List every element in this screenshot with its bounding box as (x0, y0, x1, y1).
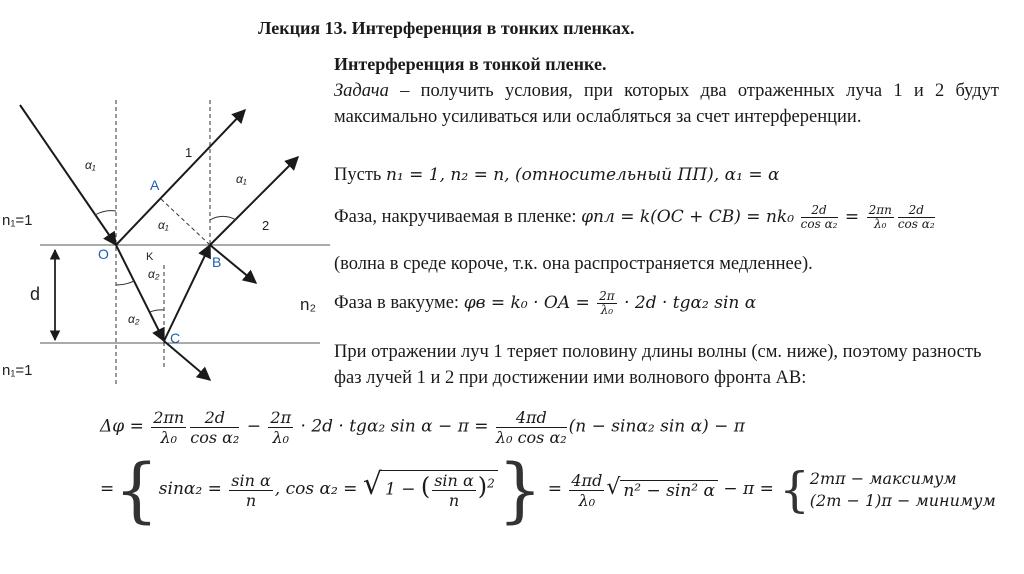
refracted-ray (116, 245, 164, 341)
minimum-case: (2m − 1)π − минимум (809, 491, 996, 510)
phase-film-line: Фаза, накручиваемая в пленке: φпл = k(OC + CB) = nk₀ $\frac{2d}{\text{cos α₂}}$ = $\frac{2\pi n}{\text{λ₀}}$ $\frac{2d}{\text{cos α₂}}$ (334, 203, 935, 232)
reflected-ray-1 (116, 110, 245, 245)
maximum-case: 2mπ − максимум (809, 469, 957, 488)
reflection-note: При отражении луч 1 теряет половину длины волны (см. ниже), поэтому разность фаз лучей 1 и 2 при достижении ими волнового фронта AB: (334, 342, 982, 388)
svg-text:n₂: n₂ (300, 295, 317, 314)
fraction: $\frac{2d}{\text{cos α₂}}$ (800, 203, 838, 232)
phase-difference-equation: Δφ = $\frac{2\pi n}{\text{λ₀}}$ $\frac{2d}{\text{cos α₂}}$ − $\frac{2\pi}{\text{λ₀}}$ · 2d · tgα₂ sin α − π = $\frac{4\pi d}{\text{λ₀ cos α₂}}$ (n − sinα₂ sin α) − π (100, 408, 745, 447)
incident-ray (20, 105, 116, 245)
thin-film-diagram (0, 95, 330, 390)
svg-text:1: 1 (185, 145, 193, 160)
phase-film-label: Фаза, накручиваемая в пленке: (334, 207, 582, 227)
task-text: – получить условия, при которых два отраженных луча 1 и 2 будут максимально усиливаться или ослабляться за счет интерференции. (334, 81, 999, 127)
task-label: Задача (334, 81, 389, 101)
svg-text:A: A (150, 177, 160, 193)
fraction: $\frac{2d}{\text{cos α₂}}$ (897, 203, 935, 232)
result-equation: ={sinα₂ = $\frac{\text{sin α}}{n}$ , cos α₂ = √ 1 − ( $\frac{\text{sin α}}{n}$ )$^2$} = $\frac{4\pi d}{\text{λ₀}}$ √ n² − sin² α − π = { 2mπ − максимум (2m − 1)π − минимум (100, 449, 996, 531)
svg-text:O: O (98, 246, 109, 262)
reflected-ray-2 (210, 157, 298, 245)
fraction: $\frac{2\pi n}{\text{λ₀}}$ (868, 203, 892, 232)
wave-note: (волна в среде короче, т.к. она распространяется медленнее). (334, 254, 813, 274)
lecture-title: Лекция 13. Интерференция в тонких пленках. (258, 18, 635, 38)
svg-text:n₁=1: n₁=1 (2, 212, 33, 229)
svg-text:C: C (170, 330, 181, 346)
svg-text:α₁: α₁ (85, 158, 96, 172)
given-math: n₁ = 1, n₂ = n, (относительный ПП), α₁ = α (385, 165, 780, 185)
svg-text:n₁=1: n₁=1 (2, 362, 33, 379)
task-paragraph (334, 78, 999, 130)
svg-text:d: d (30, 284, 41, 304)
svg-text:α₂: α₂ (148, 267, 160, 281)
svg-text:K: K (146, 251, 154, 263)
phase-vacuum-label: Фаза в вакууме: (334, 293, 464, 313)
phase-vacuum-line: Фаза в вакууме: φв = k₀ · OA = $\frac{2\pi}{\text{λ₀}}$ · 2d · tgα₂ sin α (334, 289, 757, 318)
fraction: $\frac{2\pi}{\text{λ₀}}$ (599, 289, 615, 318)
section-title: Интерференция в тонкой пленке. (334, 54, 607, 74)
svg-text:α₁: α₁ (158, 218, 169, 232)
svg-text:2: 2 (262, 218, 270, 233)
given-line (334, 162, 779, 188)
svg-text:α₂: α₂ (128, 312, 140, 326)
phase-film-lhs: φпл = k(OC + CB) = nk₀ (581, 207, 795, 227)
svg-text:α₁: α₁ (236, 172, 247, 186)
svg-text:B: B (212, 254, 222, 270)
given-prefix: Пусть (334, 165, 386, 185)
